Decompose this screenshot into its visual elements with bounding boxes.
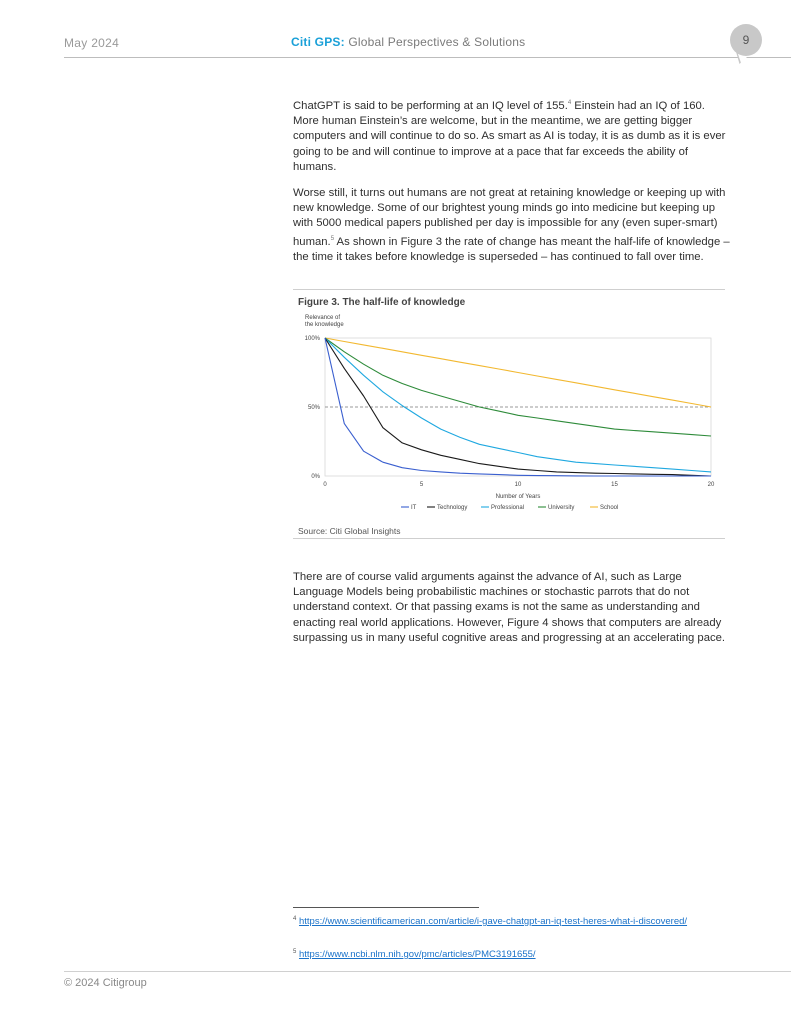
paragraph-arguments-against-ai: There are of course valid arguments against the advance of AI, such as Large Language Models being probabilistic machines or stochastic parrots that do not understand context. Or that passing exams is not the same as understanding and enacting real world applications. However, Figure 4 shows that computers are already surpassing us in many useful cognitive areas and progressing at an accelerating pace. bbox=[293, 571, 726, 644]
header-divider bbox=[64, 57, 791, 58]
y-axis-label-line: Relevance of bbox=[305, 315, 341, 321]
footnote-5-link[interactable]: https://www.ncbi.nlm.nih.gov/pmc/articles/PMC3191655/ bbox=[298, 949, 536, 960]
x-tick-label: 0 bbox=[323, 482, 327, 488]
legend-label-university: University bbox=[548, 505, 575, 511]
series-line-professional bbox=[325, 338, 711, 472]
x-tick-label: 10 bbox=[514, 482, 522, 488]
page-number-badge: 9 bbox=[730, 24, 762, 56]
brand-tagline: Global Perspectives & Solutions bbox=[344, 35, 526, 49]
x-axis-label: Number of Years bbox=[495, 494, 541, 500]
footnote-5 bbox=[293, 946, 536, 961]
footnote-4-number: 4 bbox=[293, 916, 297, 922]
brand-name: Citi GPS: bbox=[291, 35, 345, 49]
footnote-5-number: 5 bbox=[293, 949, 297, 955]
y-tick-label: 0% bbox=[311, 474, 320, 480]
footnote-4-link[interactable]: https://www.scientificamerican.com/article/i-gave-chatgpt-an-iq-test-heres-what-i-discovered/ bbox=[298, 916, 688, 927]
x-tick-label: 20 bbox=[707, 482, 715, 488]
footnote-rule bbox=[293, 907, 479, 908]
footer-copyright: © 2024 Citigroup bbox=[64, 977, 147, 989]
y-axis-label-line: the knowledge bbox=[305, 322, 344, 328]
y-tick-label: 100% bbox=[304, 336, 320, 342]
legend-label-school: School bbox=[600, 505, 619, 511]
y-tick-label: 50% bbox=[307, 405, 320, 411]
legend-label-it: IT bbox=[411, 505, 417, 511]
p1-text-a: ChatGPT is said to be performing at an IQ level of 155. bbox=[293, 100, 568, 112]
half-life-chart bbox=[293, 310, 725, 522]
figure-bottom-rule bbox=[293, 538, 725, 539]
p1-text-b: Einstein had an IQ of 160. More human Einstein’s are welcome, but in the meantime, we are getting bigger computers and will continue to do so. As smart as AI is today, it is as dumb as it is ever going to be and will continue to improve at a pace that far exceeds the ability of humans. bbox=[293, 100, 726, 173]
x-tick-label: 5 bbox=[419, 482, 424, 488]
x-tick-label: 15 bbox=[611, 482, 618, 488]
paragraph-chatgpt-iq bbox=[293, 96, 731, 175]
header-brand bbox=[291, 35, 525, 49]
p2-text-b: As shown in Figure 3 the rate of change has meant the half-life of knowledge – the time it takes before knowledge is superseded – has continued to fall over time. bbox=[293, 235, 730, 263]
footnote-4 bbox=[293, 913, 713, 928]
figure-top-rule bbox=[293, 289, 725, 290]
legend-label-technology: Technology bbox=[437, 505, 468, 511]
header-date: May 2024 bbox=[64, 36, 120, 50]
footer-divider bbox=[64, 971, 791, 972]
p2-text-a: Worse still, it turns out humans are not great at retaining knowledge or keeping up with new knowledge. Some of our brightest young minds go into medicine but keeping up with 5000 medical papers published per day is impossible for any (even super-smart) human. bbox=[293, 187, 726, 248]
series-line-school bbox=[325, 338, 711, 407]
figure-source: Source: Citi Global Insights bbox=[298, 526, 401, 536]
series-line-university bbox=[325, 338, 711, 436]
footnote-ref-5[interactable]: 5 bbox=[330, 235, 335, 242]
legend-label-professional: Professional bbox=[491, 505, 525, 511]
figure-title: Figure 3. The half-life of knowledge bbox=[298, 297, 466, 308]
paragraph-knowledge-retention bbox=[293, 186, 731, 265]
footnote-ref-4[interactable]: 4 bbox=[567, 100, 572, 106]
